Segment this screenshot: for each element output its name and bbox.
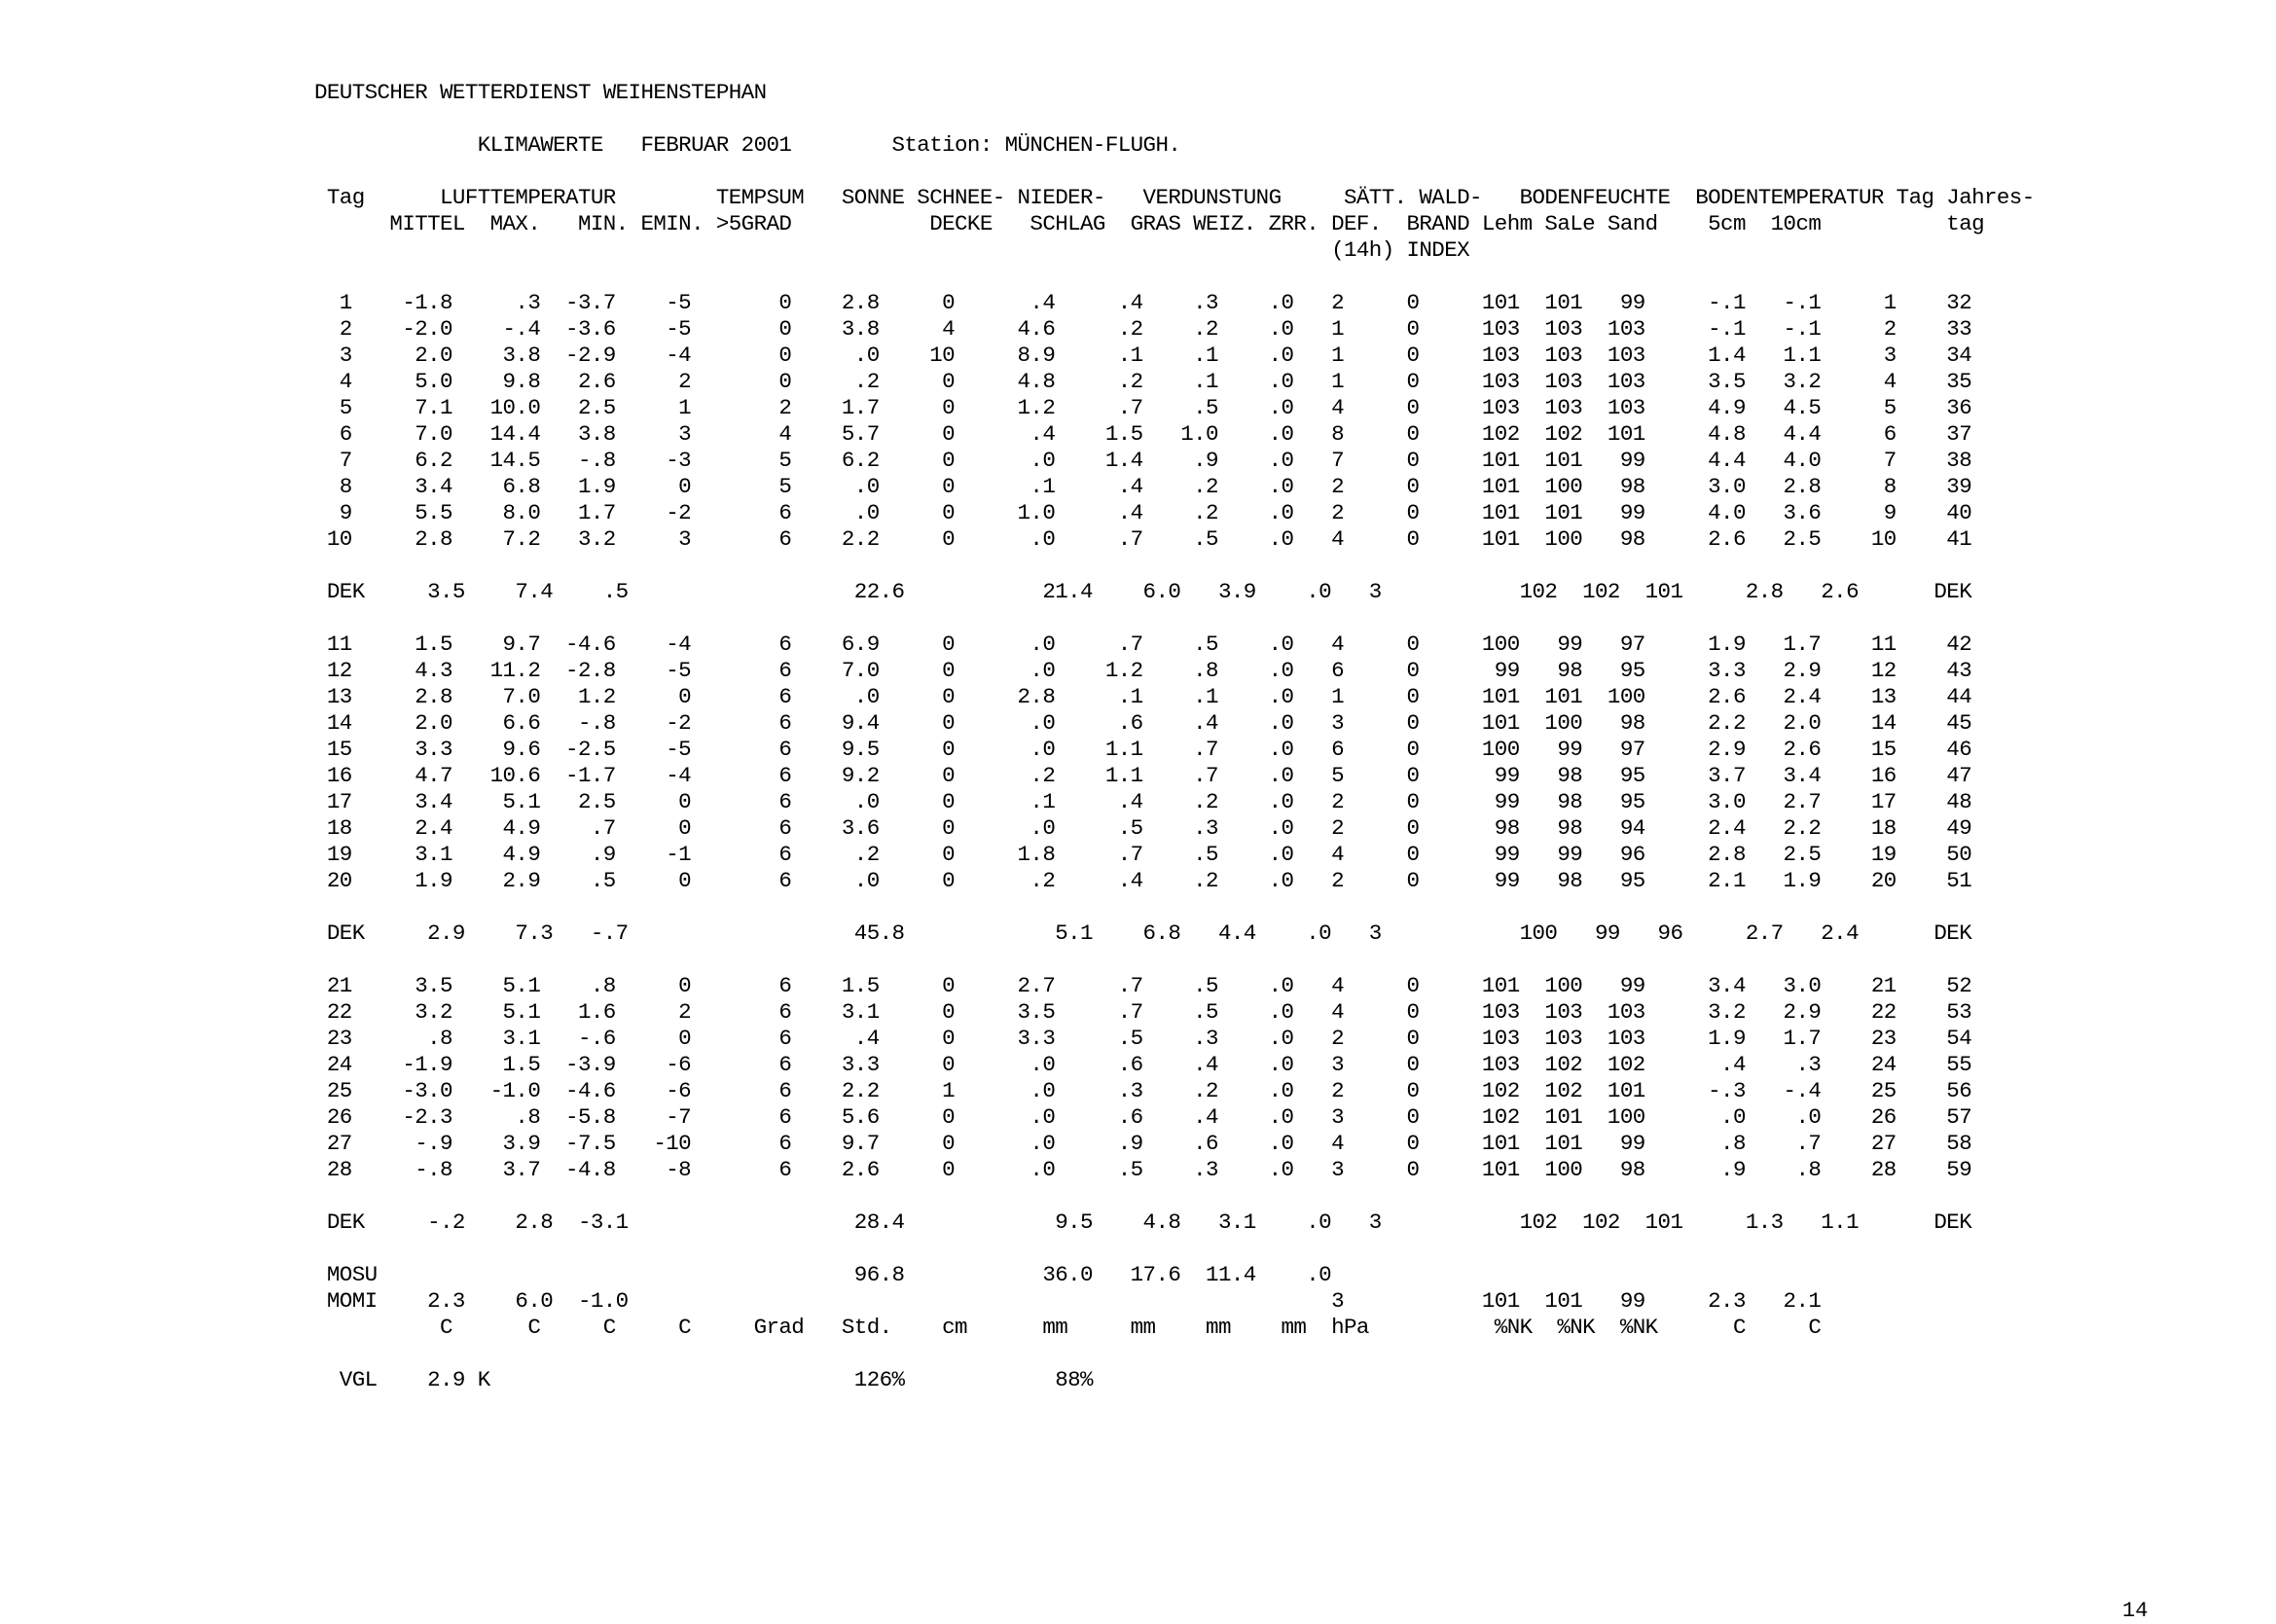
table-row: 12 4.3 11.2 -2.8 -5 6 7.0 0 .0 1.2 .8 .0 6 0 99 98 95 3.3 2.9 12 43 [314,658,1972,683]
table-row: 25 -3.0 -1.0 -4.6 -6 6 2.2 1 .0 .3 .2 .0 2 0 102 102 101 -.3 -.4 25 56 [314,1078,1972,1103]
blank-line [314,1341,2035,1367]
table-row: 6 7.0 14.4 3.8 3 4 5.7 0 .4 1.5 1.0 .0 8 0 102 102 101 4.8 4.4 6 37 [314,421,1972,447]
header-line: Tag LUFTTEMPERATUR TEMPSUM SONNE SCHNEE- NIEDER- VERDUNSTUNG SÄTT. WALD- BODENFEUCHTE BODENTEMPERATUR Tag Jahres- [314,185,2035,210]
blank-line [314,553,2035,579]
table-row: 1 -1.8 .3 -3.7 -5 0 2.8 0 .4 .4 .3 .0 2 0 101 101 99 -.1 -.1 1 32 [314,290,1972,315]
table-row: 28 -.8 3.7 -4.8 -8 6 2.6 0 .0 .5 .3 .0 3 0 101 100 98 .9 .8 28 59 [314,1157,1972,1182]
table-row: 10 2.8 7.2 3.2 3 6 2.2 0 .0 .7 .5 .0 4 0 101 100 98 2.6 2.5 10 41 [314,526,1972,552]
table-row: 20 1.9 2.9 .5 0 6 .0 0 .2 .4 .2 .0 2 0 99 98 95 2.1 1.9 20 51 [314,868,1972,893]
header-line: MITTEL MAX. MIN. EMIN. >5GRAD DECKE SCHLAG GRAS WEIZ. ZRR. DEF. BRAND Lehm SaLe Sand 5cm 10cm tag [314,211,1984,236]
table-row: 9 5.5 8.0 1.7 -2 6 .0 0 1.0 .4 .2 .0 2 0 101 101 99 4.0 3.6 9 40 [314,500,1972,525]
table-row: VGL 2.9 K 126% 88% [314,1367,1093,1392]
table-body [314,264,2035,1393]
table-row: 5 7.1 10.0 2.5 1 2 1.7 0 1.2 .7 .5 .0 4 0 103 103 103 4.9 4.5 5 36 [314,395,1972,420]
table-row: 23 .8 3.1 -.6 0 6 .4 0 3.3 .5 .3 .0 2 0 103 103 103 1.9 1.7 23 54 [314,1026,1972,1051]
table-row: 17 3.4 5.1 2.5 0 6 .0 0 .1 .4 .2 .0 2 0 99 98 95 3.0 2.7 17 48 [314,789,1972,814]
climate-report [314,80,2035,1393]
table-row: DEK -.2 2.8 -3.1 28.4 9.5 4.8 3.1 .0 3 102 102 101 1.3 1.1 DEK [314,1209,1972,1235]
table-row: MOSU 96.8 36.0 17.6 11.4 .0 [314,1262,1332,1287]
blank-line [314,159,2035,185]
table-row: 11 1.5 9.7 -4.6 -4 6 6.9 0 .0 .7 .5 .0 4 0 100 99 97 1.9 1.7 11 42 [314,632,1972,657]
table-row: DEK 3.5 7.4 .5 22.6 21.4 6.0 3.9 .0 3 102 102 101 2.8 2.6 DEK [314,579,1972,604]
table-row: 14 2.0 6.6 -.8 -2 6 9.4 0 .0 .6 .4 .0 3 0 101 100 98 2.2 2.0 14 45 [314,710,1972,736]
table-row: 13 2.8 7.0 1.2 0 6 .0 0 2.8 .1 .1 .0 1 0 101 101 100 2.6 2.4 13 44 [314,684,1972,709]
blank-line [314,264,2035,290]
table-header [314,185,2035,264]
table-row: 15 3.3 9.6 -2.5 -5 6 9.5 0 .0 1.1 .7 .0 6 0 100 99 97 2.9 2.6 15 46 [314,737,1972,762]
table-row: 3 2.0 3.8 -2.9 -4 0 .0 10 8.9 .1 .1 .0 1 0 103 103 103 1.4 1.1 3 34 [314,343,1972,368]
table-row: MOMI 2.3 6.0 -1.0 3 101 101 99 2.3 2.1 [314,1288,1822,1314]
table-row: 4 5.0 9.8 2.6 2 0 .2 0 4.8 .2 .1 .0 1 0 103 103 103 3.5 3.2 4 35 [314,369,1972,394]
header-line: (14h) INDEX [314,237,1470,263]
table-row: C C C C Grad Std. cm mm mm mm mm hPa %NK %NK %NK C C [314,1315,1822,1340]
blank-line [314,1236,2035,1262]
blank-line [314,947,2035,973]
table-row: 19 3.1 4.9 .9 -1 6 .2 0 1.8 .7 .5 .0 4 0 99 99 96 2.8 2.5 19 50 [314,842,1972,867]
table-row: 24 -1.9 1.5 -3.9 -6 6 3.3 0 .0 .6 .4 .0 3 0 103 102 102 .4 .3 24 55 [314,1052,1972,1077]
blank-line [314,106,2035,132]
table-row: 8 3.4 6.8 1.9 0 5 .0 0 .1 .4 .2 .0 2 0 101 100 98 3.0 2.8 8 39 [314,474,1972,499]
table-row: 22 3.2 5.1 1.6 2 6 3.1 0 3.5 .7 .5 .0 4 0 103 103 103 3.2 2.9 22 53 [314,999,1972,1025]
blank-line [314,1183,2035,1209]
table-row: 16 4.7 10.6 -1.7 -4 6 9.2 0 .2 1.1 .7 .0 5 0 99 98 95 3.7 3.4 16 47 [314,763,1972,788]
table-row: 18 2.4 4.9 .7 0 6 3.6 0 .0 .5 .3 .0 2 0 98 98 94 2.4 2.2 18 49 [314,815,1972,841]
report-subtitle: KLIMAWERTE FEBRUAR 2001 Station: MÜNCHEN-FLUGH. [314,132,1181,158]
blank-line [314,894,2035,920]
table-row: 27 -.9 3.9 -7.5 -10 6 9.7 0 .0 .9 .6 .0 4 0 101 101 99 .8 .7 27 58 [314,1131,1972,1156]
table-row: 7 6.2 14.5 -.8 -3 5 6.2 0 .0 1.4 .9 .0 7 0 101 101 99 4.4 4.0 7 38 [314,448,1972,473]
table-row: 21 3.5 5.1 .8 0 6 1.5 0 2.7 .7 .5 .0 4 0 101 100 99 3.4 3.0 21 52 [314,973,1972,998]
table-row: 26 -2.3 .8 -5.8 -7 6 5.6 0 .0 .6 .4 .0 3 0 102 101 100 .0 .0 26 57 [314,1104,1972,1130]
table-row: 2 -2.0 -.4 -3.6 -5 0 3.8 4 4.6 .2 .2 .0 1 0 103 103 103 -.1 -.1 2 33 [314,316,1972,342]
report-title: DEUTSCHER WETTERDIENST WEIHENSTEPHAN [314,80,767,105]
table-row: DEK 2.9 7.3 -.7 45.8 5.1 6.8 4.4 .0 3 100 99 96 2.7 2.4 DEK [314,920,1972,946]
page-number: 14 [2122,1599,2149,1623]
blank-line [314,605,2035,632]
